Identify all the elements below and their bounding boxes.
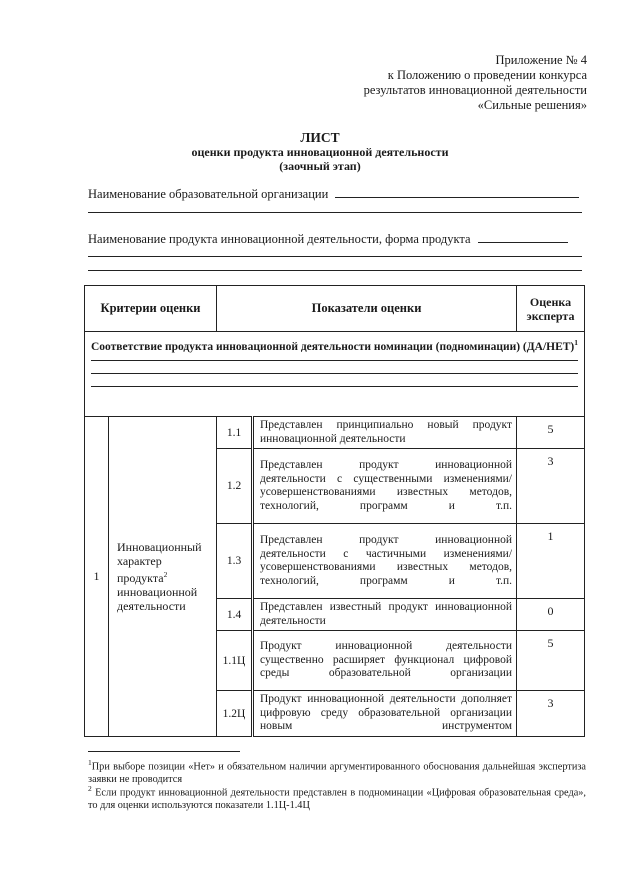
indicator-score[interactable]: 5	[517, 417, 585, 449]
appendix-header	[364, 53, 587, 113]
indicator-score[interactable]: 5	[517, 631, 585, 691]
footnote-1	[88, 757, 586, 786]
indicator-score[interactable]: 3	[517, 691, 585, 737]
appendix-line-4: «Сильные решения»	[477, 98, 587, 112]
footnote-2	[88, 783, 586, 812]
header-score: Оценка эксперта	[517, 286, 585, 332]
indicator-text: Продукт инновационной деятельности дополняет цифровую среду образовательной организации новым инструментом	[253, 691, 517, 737]
footnote-separator	[88, 751, 240, 752]
table-row	[85, 417, 585, 449]
indicator-code: 1.1Ц	[217, 631, 253, 691]
product-extra-line-1[interactable]	[88, 256, 582, 257]
criterion-name: Инновационный характер продукта$^2$ инновационной деятельности	[109, 417, 217, 737]
indicator-code: 1.3	[217, 524, 253, 599]
footnote-1-text: При выборе позиции «Нет» и обязательном наличии аргументированного обоснования дальнейшая экспертиза заявки не проводится	[88, 761, 586, 785]
compliance-row	[85, 332, 585, 417]
compliance-footnote-mark: 1	[574, 338, 579, 347]
org-name-input[interactable]	[335, 185, 579, 198]
header-criteria: Критерии оценки	[85, 286, 217, 332]
evaluation-table	[84, 285, 585, 737]
compliance-text: Соответствие продукта инновационной деятельности номинации (подноминации) $(ДА/НЕТ)^1$	[91, 338, 579, 353]
product-name-label: Наименование продукта инновационной деятельности, форма продукта	[88, 232, 471, 246]
criterion-footnote-mark: 2	[163, 570, 168, 579]
indicator-text: Представлен принципиально новый продукт инновационной деятельности	[253, 417, 517, 449]
indicator-score[interactable]: 1	[517, 524, 585, 599]
document-stage: (заочный этап)	[279, 159, 361, 173]
product-name-field	[88, 230, 568, 247]
appendix-line-1: Приложение № 4	[495, 53, 587, 67]
table-header-row	[85, 286, 585, 332]
footnote-1-mark: 1	[88, 758, 92, 767]
compliance-cell	[85, 332, 585, 417]
indicator-code: 1.4	[217, 599, 253, 631]
appendix-line-3: результатов инновационной деятельности	[363, 83, 587, 97]
indicator-code: 1.2Ц	[217, 691, 253, 737]
document-subtitle: оценки продукта инновационной деятельности	[191, 145, 449, 159]
org-name-extra-line[interactable]	[88, 212, 582, 213]
indicator-text: Продукт инновационной деятельности существенно расширяет функционал цифровой среды образовательной организации	[253, 631, 517, 691]
org-name-field	[88, 185, 579, 202]
indicator-code: 1.1	[217, 417, 253, 449]
indicator-score[interactable]: 3	[517, 449, 585, 524]
product-name-input[interactable]	[478, 230, 568, 243]
footnote-2-mark: 2	[88, 784, 92, 793]
indicator-text: Представлен известный продукт инновационной деятельности	[253, 599, 517, 631]
compliance-answer-line-3[interactable]	[91, 386, 578, 387]
criterion-number: 1	[85, 417, 109, 737]
appendix-line-2: к Положению о проведении конкурса	[387, 68, 587, 82]
document-title: ЛИСТ	[300, 130, 340, 145]
indicator-text: Представлен продукт инновационной деятельности с частичными изменениями/усовершенствованиями известных методов, технологий, программ и т.п.	[253, 524, 517, 599]
org-name-label: Наименование образовательной организации	[88, 187, 329, 201]
product-extra-line-2[interactable]	[88, 270, 582, 271]
indicator-text: Представлен продукт инновационной деятельности с существенными изменениями/усовершенствованиями известных методов, технологий, программ и т.п.	[253, 449, 517, 524]
footnote-2-text: Если продукт инновационной деятельности представлен в подноминации «Цифровая образовательная среда», то для оценки используются показатели 1.1Ц-1.4Ц	[88, 787, 586, 811]
indicator-score[interactable]: 0	[517, 599, 585, 631]
header-indicators: Показатели оценки	[217, 286, 517, 332]
indicator-code: 1.2	[217, 449, 253, 524]
